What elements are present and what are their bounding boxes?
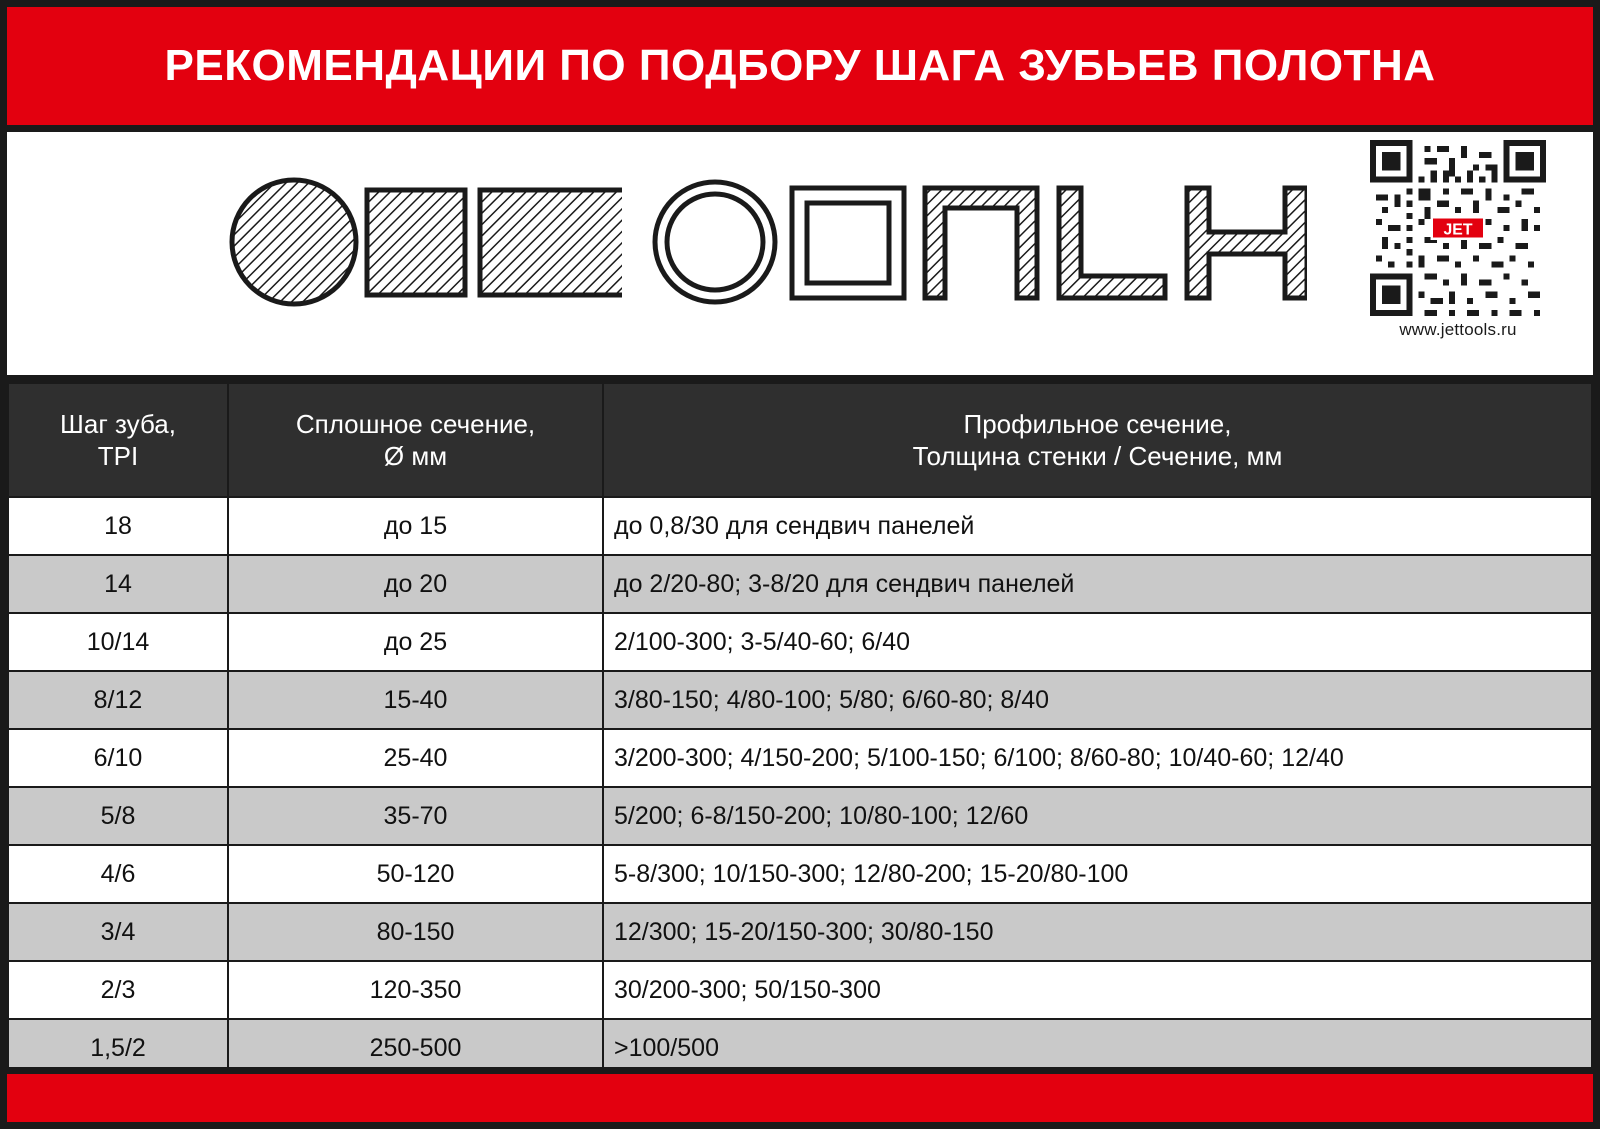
header-solid-line2: Ø мм bbox=[383, 441, 448, 471]
cell-solid: до 25 bbox=[228, 613, 603, 671]
qr-block bbox=[1363, 140, 1553, 340]
header-solid-line1: Сплошное сечение, bbox=[295, 408, 536, 439]
website-url[interactable]: www.jettools.ru bbox=[1399, 320, 1517, 339]
solid-sections-illustration bbox=[222, 144, 622, 349]
cell-tpi: 4/6 bbox=[8, 845, 228, 903]
cell-solid: 15-40 bbox=[228, 671, 603, 729]
cell-tpi: 5/8 bbox=[8, 787, 228, 845]
table-row bbox=[8, 555, 1592, 613]
u-channel-icon bbox=[925, 188, 1037, 298]
cell-solid: 50-120 bbox=[228, 845, 603, 903]
cell-profile: 3/200-300; 4/150-200; 5/100-150; 6/100; 8/60-80; 10/40-60; 12/40 bbox=[603, 729, 1592, 787]
cell-tpi: 18 bbox=[8, 497, 228, 555]
round-bar-icon bbox=[232, 180, 356, 304]
rectangular-bar-icon bbox=[480, 190, 622, 295]
i-beam-icon bbox=[1187, 188, 1307, 298]
table-row bbox=[8, 903, 1592, 961]
table-row bbox=[8, 671, 1592, 729]
cell-tpi: 2/3 bbox=[8, 961, 228, 1019]
cell-profile: 2/100-300; 3-5/40-60; 6/40 bbox=[603, 613, 1592, 671]
cell-profile: 30/200-300; 50/150-300 bbox=[603, 961, 1592, 1019]
cell-solid: до 20 bbox=[228, 555, 603, 613]
cell-profile: 12/300; 15-20/150-300; 30/80-150 bbox=[603, 903, 1592, 961]
cell-tpi: 1,5/2 bbox=[8, 1019, 228, 1077]
cell-solid: 120-350 bbox=[228, 961, 603, 1019]
table-header-row bbox=[8, 383, 1592, 497]
header-solid bbox=[228, 383, 603, 497]
table-row bbox=[8, 845, 1592, 903]
square-bar-icon bbox=[367, 190, 465, 295]
table-row bbox=[8, 613, 1592, 671]
illustration-band bbox=[7, 132, 1593, 382]
cell-profile: 5/200; 6-8/150-200; 10/80-100; 12/60 bbox=[603, 787, 1592, 845]
page-title: РЕКОМЕНДАЦИИ ПО ПОДБОРУ ШАГА ЗУБЬЕВ ПОЛОТНА bbox=[164, 41, 1436, 90]
cell-solid: 35-70 bbox=[228, 787, 603, 845]
cell-tpi: 3/4 bbox=[8, 903, 228, 961]
header-profile-line1: Профильное сечение, bbox=[963, 408, 1232, 439]
cell-profile: до 0,8/30 для сендвич панелей bbox=[603, 497, 1592, 555]
table-row bbox=[8, 497, 1592, 555]
cell-profile: 5-8/300; 10/150-300; 12/80-200; 15-20/80-100 bbox=[603, 845, 1592, 903]
square-tube-icon bbox=[792, 188, 904, 298]
spec-table-wrap bbox=[7, 382, 1593, 1067]
cell-solid: 25-40 bbox=[228, 729, 603, 787]
cell-solid: до 15 bbox=[228, 497, 603, 555]
header-profile-line2: Толщина стенки / Сечение, мм bbox=[912, 441, 1283, 471]
round-tube-icon bbox=[655, 182, 775, 302]
cell-tpi: 6/10 bbox=[8, 729, 228, 787]
header-tpi-line2: TPI bbox=[97, 441, 139, 471]
cell-tpi: 10/14 bbox=[8, 613, 228, 671]
title-bar bbox=[7, 7, 1593, 132]
cell-solid: 250-500 bbox=[228, 1019, 603, 1077]
l-angle-icon bbox=[1059, 188, 1165, 298]
cell-tpi: 8/12 bbox=[8, 671, 228, 729]
spec-table bbox=[7, 382, 1593, 1078]
profile-sections-illustration bbox=[647, 144, 1307, 349]
qr-code[interactable] bbox=[1370, 140, 1546, 316]
table-row bbox=[8, 961, 1592, 1019]
cell-solid: 80-150 bbox=[228, 903, 603, 961]
cell-profile: >100/500 bbox=[603, 1019, 1592, 1077]
bottom-accent-bar bbox=[7, 1067, 1593, 1122]
header-profile bbox=[603, 383, 1592, 497]
table-row bbox=[8, 787, 1592, 845]
svg-text:JET: JET bbox=[1443, 221, 1473, 239]
cell-tpi: 14 bbox=[8, 555, 228, 613]
header-tpi bbox=[8, 383, 228, 497]
table-row bbox=[8, 729, 1592, 787]
header-tpi-line1: Шаг зуба, bbox=[60, 408, 176, 439]
cell-profile: 3/80-150; 4/80-100; 5/80; 6/60-80; 8/40 bbox=[603, 671, 1592, 729]
cell-profile: до 2/20-80; 3-8/20 для сендвич панелей bbox=[603, 555, 1592, 613]
